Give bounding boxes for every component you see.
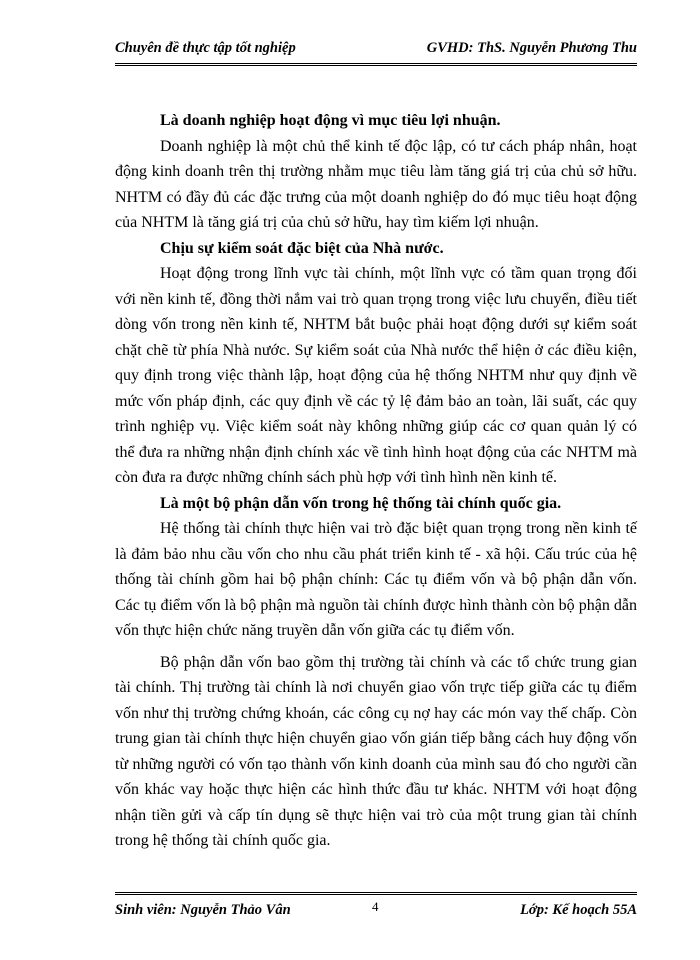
header-supervisor: GVHD: ThS. Nguyễn Phương Thu: [426, 40, 637, 56]
section-heading: Chịu sự kiểm soát đặc biệt của Nhà nước.: [160, 239, 444, 257]
page-footer: [115, 899, 637, 922]
footer-student: Sinh viên: Nguyễn Thảo Vân: [115, 902, 291, 918]
page-header: [115, 40, 637, 64]
section-heading: Là doanh nghiệp hoạt động vì mục tiêu lợi nhuận.: [160, 112, 501, 129]
page-number: 4: [372, 899, 379, 914]
header-title: Chuyên đề thực tập tốt nghiệp: [115, 40, 296, 56]
paragraph: Doanh nghiệp là một chủ thể kinh tế độc lập, có tư cách pháp nhân, hoạt động kinh doanh trên thị trường nhằm mục tiêu làm tăng giá trị của chủ sở hữu. NHTM có đầy đủ các đặc trưng của một doanh nghiệp do đó mục tiêu hoạt động của NHTM là tăng giá trị của chủ sở hữu, hay tìm kiếm lợi nhuận.: [115, 137, 637, 231]
header-rule: [115, 63, 637, 68]
paragraph: Hoạt động trong lĩnh vực tài chính, một lĩnh vực có tầm quan trọng đối với nền kinh tế, đồng thời nắm vai trò quan trọng trong việc lưu chuyển, điều tiết dòng vốn trong nền kinh tế, NHTM bắt buộc phải hoạt động dưới sự kiểm soát chặt chẽ từ phía Nhà nước. Sự kiểm soát của Nhà nước thể hiện ở các điều kiện, quy định trong việc thành lập, hoạt động của hệ thống NHTM như quy định về mức vốn pháp định, các quy định về các tỷ lệ đảm bảo an toàn, lãi suất, các quy trình nghiệp vụ. Việc kiểm soát này không những giúp các cơ quan quản lý có thể đưa ra những nhận định chính xác về tình hình hoạt động của các NHTM mà còn đưa ra được những chính sách phù hợp với tình hình nền kinh tế.: [115, 265, 637, 486]
footer-rule: [115, 892, 637, 897]
paragraph: Hệ thống tài chính thực hiện vai trò đặc biệt quan trọng trong nền kinh tế là đảm bảo nhu cầu vốn cho nhu cầu phát triển kinh tế - xã hội. Cấu trúc của hệ thống tài chính gồm hai bộ phận chính: Các tụ điểm vốn và bộ phận dẫn vốn. Các tụ điểm vốn là bộ phận mà nguồn tài chính được hình thành còn bộ phận dẫn vốn thực hiện chức năng truyền dẫn vốn giữa các tụ điểm vốn.: [115, 520, 637, 639]
document-body: [115, 108, 637, 854]
section-heading: Là một bộ phận dẫn vốn trong hệ thống tài chính quốc gia.: [160, 494, 562, 512]
paragraph: Bộ phận dẫn vốn bao gồm thị trường tài chính và các tổ chức trung gian tài chính. Thị trường tài chính là nơi chuyển giao vốn trực tiếp giữa các tụ điểm vốn như thị trường chứng khoán, các công cụ nợ hay các món vay thế chấp. Còn trung gian tài chính thực hiện chuyển giao vốn gián tiếp bằng cách huy động vốn từ những người có vốn tạo thành vốn kinh doanh của mình sau đó cho người cần vốn khác vay hoặc thực hiện các hình thức đầu tư khác. NHTM với hoạt động nhận tiền gửi và cấp tín dụng sẽ thực hiện vai trò của một trung gian tài chính trong hệ thống tài chính quốc gia.: [115, 653, 637, 849]
footer-class: Lớp: Kế hoạch 55A: [520, 902, 637, 918]
